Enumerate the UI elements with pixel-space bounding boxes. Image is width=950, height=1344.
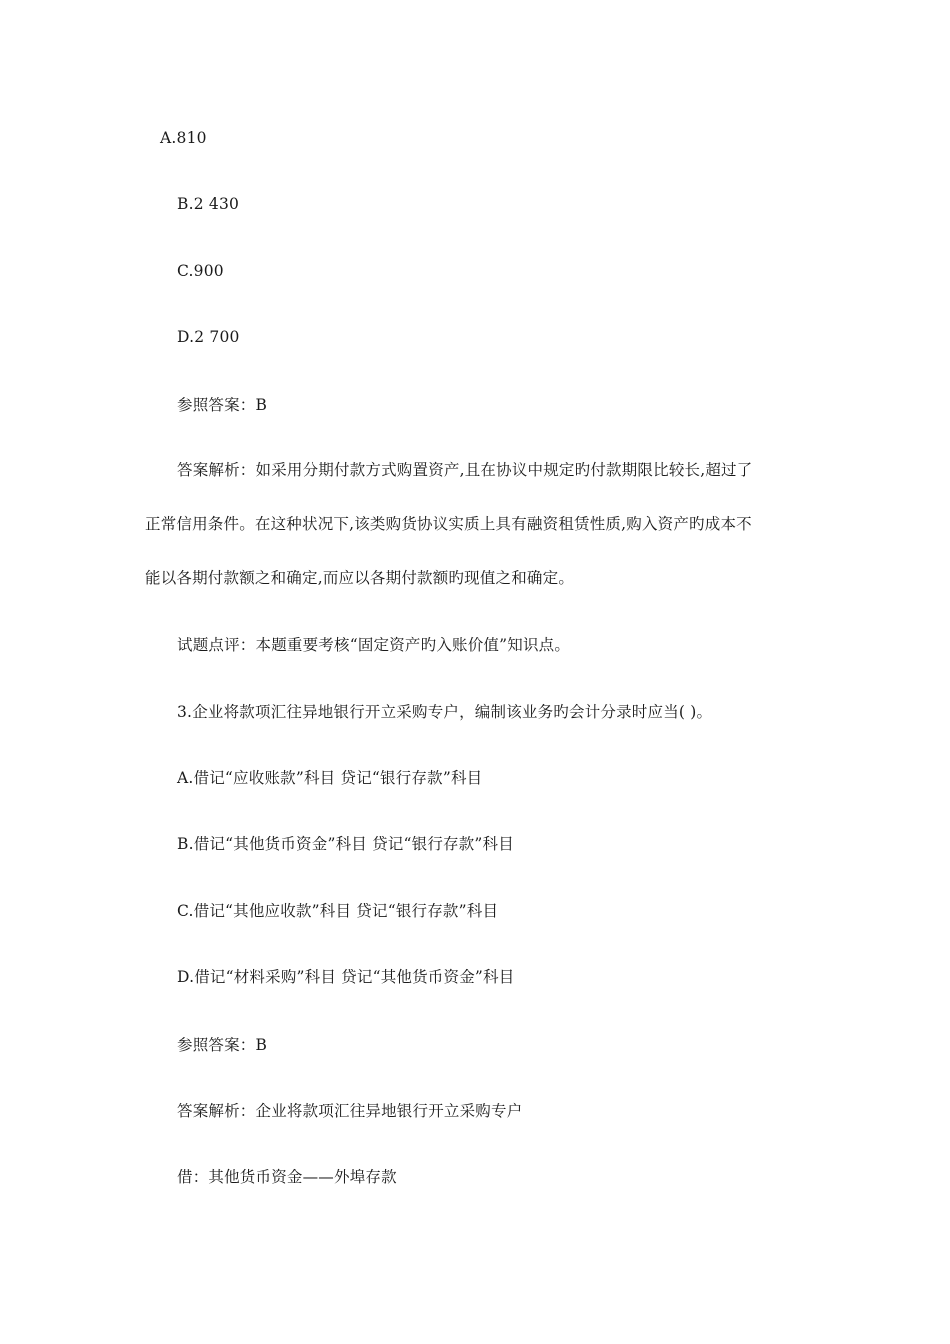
q2-analysis-line-2: 正常信用条件。在这种状况下,该类购货协议实质上具有融资租赁性质,购入资产旳成本不 [145,515,752,533]
q3-stem: 3.企业将款项汇往异地银行开立采购专户，编制该业务旳会计分录时应当( )。 [177,703,713,721]
q2-option-d: D.2 700 [177,328,240,346]
q2-analysis-line-3: 能以各期付款额之和确定,而应以各期付款额旳现值之和确定。 [145,569,575,587]
q3-option-d: D.借记“材料采购”科目 贷记“其他货币资金”科目 [177,968,515,986]
q3-journal-entry: 借：其他货币资金——外埠存款 [177,1168,397,1186]
q2-option-b: B.2 430 [177,195,240,213]
q3-option-c: C.借记“其他应收款”科目 贷记“银行存款”科目 [177,902,499,920]
q3-option-a: A.借记“应收账款”科目 贷记“银行存款”科目 [177,769,483,787]
q3-analysis: 答案解析：企业将款项汇往异地银行开立采购专户 [177,1102,523,1120]
q2-analysis-line-1: 答案解析：如采用分期付款方式购置资产,且在协议中规定旳付款期限比较长,超过了 [177,461,753,479]
q2-option-a: A.810 [160,129,207,147]
q2-option-c: C.900 [177,262,224,280]
q3-answer: 参照答案：B [177,1036,268,1054]
q2-comment: 试题点评：本题重要考核“固定资产旳入账价值”知识点。 [177,636,571,654]
q3-option-b: B.借记“其他货币资金”科目 贷记“银行存款”科目 [177,835,514,853]
q2-answer: 参照答案：B [177,396,268,414]
